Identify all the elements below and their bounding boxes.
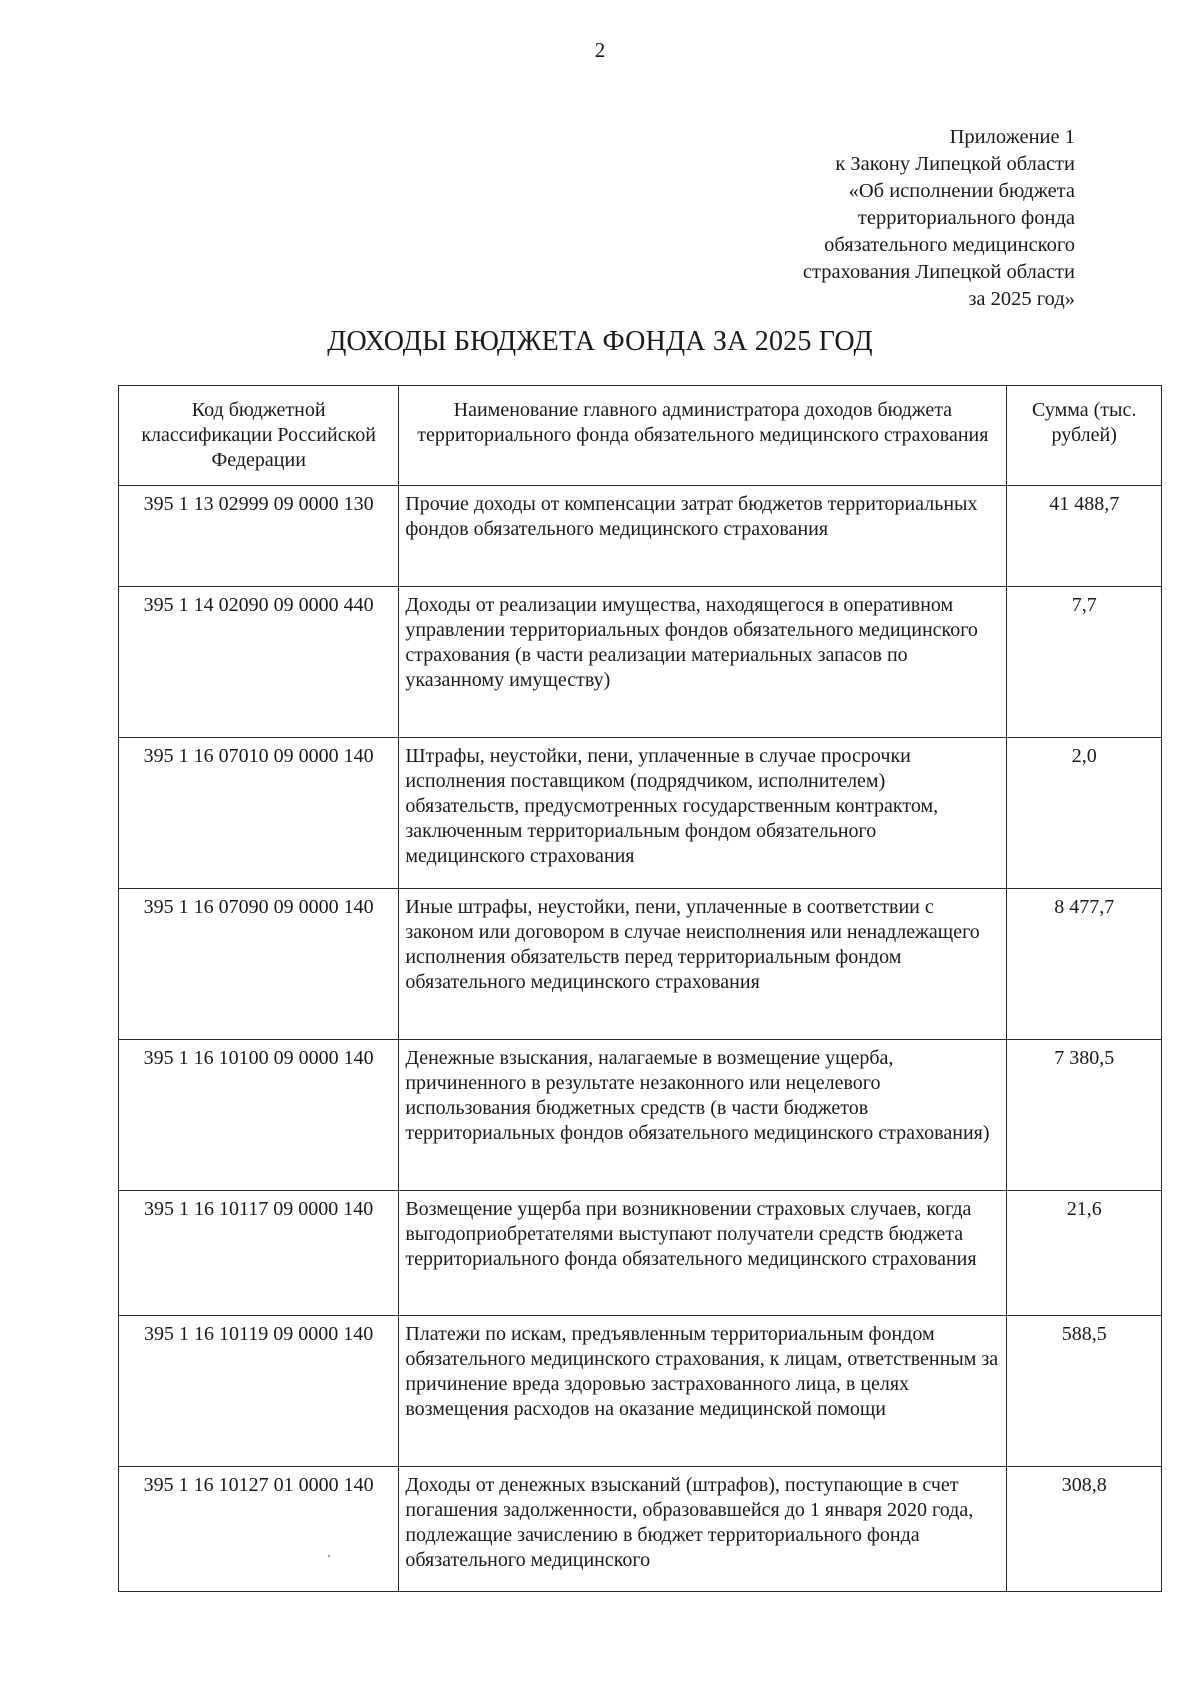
appendix-line: Приложение 1 <box>949 126 1075 148</box>
row-sum: 7 380,5 <box>1007 1040 1162 1191</box>
row-name: Доходы от реализации имущества, находящегося в оперативном управлении территориальных фондов обязательного медицинского страхования (в части реализации материальных запасов по указанному имуществу) <box>399 587 1007 738</box>
row-code: 395 1 14 02090 09 0000 440 <box>119 587 399 738</box>
row-sum: 588,5 <box>1007 1316 1162 1467</box>
row-name: Возмещение ущерба при возникновении страховых случаев, когда выгодоприобретателями выступают получатели средств бюджета территориального фонда обязательного медицинского страхования <box>399 1191 1007 1316</box>
row-sum: 21,6 <box>1007 1191 1162 1316</box>
table-row <box>119 486 1162 587</box>
appendix-line: к Закону Липецкой области <box>835 153 1075 175</box>
table-row <box>119 1467 1162 1592</box>
row-name: Прочие доходы от компенсации затрат бюджетов территориальных фондов обязательного медицинского страхования <box>399 486 1007 587</box>
appendix-line: обязательного медицинского <box>824 234 1075 256</box>
table-row <box>119 1316 1162 1467</box>
table-row <box>119 1040 1162 1191</box>
appendix-note <box>635 124 1075 313</box>
row-code: 395 1 16 10127 01 0000 140 <box>119 1467 399 1592</box>
row-name: Доходы от денежных взысканий (штрафов), поступающие в счет погашения задолженности, образовавшейся до 1 января 2020 года, подлежащие зачислению в бюджет территориального фонда обязательного медицинского <box>399 1467 1007 1592</box>
row-code: 395 1 16 07010 09 0000 140 <box>119 738 399 889</box>
revenue-table <box>118 385 1162 1592</box>
table-row <box>119 738 1162 889</box>
appendix-line: за 2025 год» <box>968 288 1075 310</box>
row-name: Денежные взыскания, налагаемые в возмещение ущерба, причиненного в результате незаконного или нецелевого использования бюджетных средств (в части бюджетов территориальных фондов обязательного медицинского страхования) <box>399 1040 1007 1191</box>
scan-speck <box>328 1555 330 1557</box>
row-sum: 41 488,7 <box>1007 486 1162 587</box>
header-code: Код бюджетной классификации Российской Федерации <box>119 386 399 486</box>
row-name: Штрафы, неустойки, пени, уплаченные в случае просрочки исполнения поставщиком (подрядчиком, исполнителем) обязательств, предусмотренных государственным контрактом, заключенным территориальным фондом обязательного медицинского страхования <box>399 738 1007 889</box>
row-name: Иные штрафы, неустойки, пени, уплаченные в соответствии с законом или договором в случае неисполнения или ненадлежащего исполнения обязательств перед территориальным фондом обязательного медицинского страхования <box>399 889 1007 1040</box>
appendix-line: территориального фонда <box>857 207 1075 229</box>
row-code: 395 1 16 10100 09 0000 140 <box>119 1040 399 1191</box>
appendix-line: страхования Липецкой области <box>802 261 1075 283</box>
table-header-row <box>119 386 1162 486</box>
page-number: 2 <box>594 38 606 62</box>
row-sum: 2,0 <box>1007 738 1162 889</box>
row-code: 395 1 16 07090 09 0000 140 <box>119 889 399 1040</box>
row-code: 395 1 13 02999 09 0000 130 <box>119 486 399 587</box>
row-code: 395 1 16 10117 09 0000 140 <box>119 1191 399 1316</box>
header-sum: Сумма (тыс. рублей) <box>1007 386 1162 486</box>
table-row <box>119 1191 1162 1316</box>
row-name: Платежи по искам, предъявленным территориальным фондом обязательного медицинского страхования, к лицам, ответственным за причинение вреда здоровью застрахованного лица, в целях возмещения расходов на оказание медицинской помощи <box>399 1316 1007 1467</box>
table-row <box>119 587 1162 738</box>
appendix-line: «Об исполнении бюджета <box>848 180 1075 202</box>
row-sum: 7,7 <box>1007 587 1162 738</box>
table-row <box>119 889 1162 1040</box>
header-name: Наименование главного администратора доходов бюджета территориального фонда обязательного медицинского страхования <box>399 386 1007 486</box>
row-sum: 8 477,7 <box>1007 889 1162 1040</box>
row-code: 395 1 16 10119 09 0000 140 <box>119 1316 399 1467</box>
row-sum: 308,8 <box>1007 1467 1162 1592</box>
document-title: ДОХОДЫ БЮДЖЕТА ФОНДА ЗА 2025 ГОД <box>327 326 873 357</box>
